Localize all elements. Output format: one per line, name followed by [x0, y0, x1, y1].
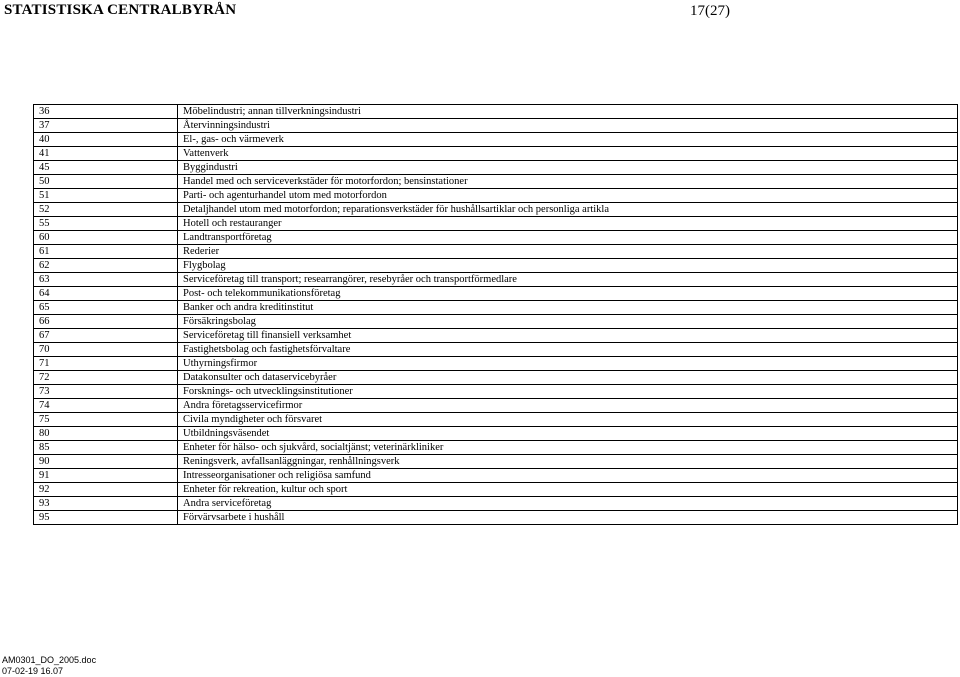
table-row [34, 357, 958, 371]
industry-description-cell: El-, gas- och värmeverk [178, 133, 958, 147]
table-row [34, 301, 958, 315]
industry-description-cell: Civila myndigheter och försvaret [178, 413, 958, 427]
table-row [34, 133, 958, 147]
industry-description-cell: Hotell och restauranger [178, 217, 958, 231]
industry-code-cell: 92 [34, 483, 178, 497]
industry-code-cell: 62 [34, 259, 178, 273]
industry-code-cell: 66 [34, 315, 178, 329]
industry-description-cell: Uthyrningsfirmor [178, 357, 958, 371]
industry-code-cell: 36 [34, 105, 178, 119]
table-row [34, 399, 958, 413]
industry-description-cell: Reningsverk, avfallsanläggningar, renhållningsverk [178, 455, 958, 469]
industry-description-cell: Byggindustri [178, 161, 958, 175]
table-row [34, 259, 958, 273]
industry-code-cell: 91 [34, 469, 178, 483]
industry-description-cell: Förvärvsarbete i hushåll [178, 511, 958, 525]
table-row [34, 203, 958, 217]
industry-code-cell: 67 [34, 329, 178, 343]
table-row [34, 343, 958, 357]
industry-code-cell: 63 [34, 273, 178, 287]
table-row [34, 105, 958, 119]
industry-code-cell: 50 [34, 175, 178, 189]
table-row [34, 231, 958, 245]
industry-description-cell: Forsknings- och utvecklingsinstitutioner [178, 385, 958, 399]
industry-code-cell: 85 [34, 441, 178, 455]
industry-code-cell: 61 [34, 245, 178, 259]
industry-code-cell: 41 [34, 147, 178, 161]
table-row [34, 511, 958, 525]
industry-description-cell: Serviceföretag till finansiell verksamhet [178, 329, 958, 343]
industry-code-cell: 80 [34, 427, 178, 441]
industry-code-cell: 51 [34, 189, 178, 203]
industry-description-cell: Post- och telekommunikationsföretag [178, 287, 958, 301]
industry-code-cell: 60 [34, 231, 178, 245]
industry-description-cell: Rederier [178, 245, 958, 259]
footer-timestamp: 07-02-19 16.07 [2, 666, 64, 676]
industry-description-cell: Intresseorganisationer och religiösa samfund [178, 469, 958, 483]
industry-code-table [33, 104, 958, 525]
industry-code-cell: 75 [34, 413, 178, 427]
table-row [34, 175, 958, 189]
industry-code-rows [34, 105, 958, 525]
industry-description-cell: Parti- och agenturhandel utom med motorfordon [178, 189, 958, 203]
industry-description-cell: Detaljhandel utom med motorfordon; reparationsverkstäder för hushållsartiklar och personliga artikla [178, 203, 958, 217]
industry-code-cell: 37 [34, 119, 178, 133]
industry-code-cell: 55 [34, 217, 178, 231]
industry-description-cell: Återvinningsindustri [178, 119, 958, 133]
industry-description-cell: Försäkringsbolag [178, 315, 958, 329]
industry-description-cell: Landtransportföretag [178, 231, 958, 245]
table-row [34, 483, 958, 497]
table-row [34, 385, 958, 399]
table-row [34, 217, 958, 231]
industry-description-cell: Andra serviceföretag [178, 497, 958, 511]
table-row [34, 413, 958, 427]
table-row [34, 189, 958, 203]
table-row [34, 273, 958, 287]
industry-description-cell: Vattenverk [178, 147, 958, 161]
industry-code-cell: 45 [34, 161, 178, 175]
industry-description-cell: Handel med och serviceverkstäder för motorfordon; bensinstationer [178, 175, 958, 189]
table-row [34, 427, 958, 441]
table-row [34, 469, 958, 483]
industry-description-cell: Flygbolag [178, 259, 958, 273]
industry-code-cell: 70 [34, 343, 178, 357]
table-row [34, 329, 958, 343]
industry-code-cell: 73 [34, 385, 178, 399]
industry-code-cell: 90 [34, 455, 178, 469]
industry-code-cell: 65 [34, 301, 178, 315]
industry-description-cell: Andra företagsservicefirmor [178, 399, 958, 413]
industry-code-cell: 93 [34, 497, 178, 511]
table-row [34, 455, 958, 469]
industry-description-cell: Serviceföretag till transport; researrangörer, resebyråer och transportförmedlare [178, 273, 958, 287]
industry-code-cell: 74 [34, 399, 178, 413]
table-row [34, 161, 958, 175]
industry-code-cell: 64 [34, 287, 178, 301]
table-row [34, 497, 958, 511]
industry-code-cell: 71 [34, 357, 178, 371]
industry-description-cell: Banker och andra kreditinstitut [178, 301, 958, 315]
industry-description-cell: Datakonsulter och dataservicebyråer [178, 371, 958, 385]
table-row [34, 441, 958, 455]
footer-filename: AM0301_DO_2005.doc [2, 655, 97, 665]
industry-description-cell: Möbelindustri; annan tillverkningsindustri [178, 105, 958, 119]
document-footer [2, 655, 96, 677]
table-row [34, 371, 958, 385]
industry-code-cell: 95 [34, 511, 178, 525]
table-row [34, 245, 958, 259]
industry-description-cell: Fastighetsbolag och fastighetsförvaltare [178, 343, 958, 357]
industry-code-cell: 52 [34, 203, 178, 217]
table-row [34, 119, 958, 133]
industry-code-cell: 72 [34, 371, 178, 385]
table-row [34, 287, 958, 301]
table-row [34, 147, 958, 161]
page-number: 17(27) [690, 3, 730, 19]
industry-description-cell: Enheter för rekreation, kultur och sport [178, 483, 958, 497]
industry-code-cell: 40 [34, 133, 178, 147]
industry-description-cell: Enheter för hälso- och sjukvård, socialtjänst; veterinärkliniker [178, 441, 958, 455]
table-row [34, 315, 958, 329]
organization-title: STATISTISKA CENTRALBYRÅN [4, 2, 237, 18]
industry-description-cell: Utbildningsväsendet [178, 427, 958, 441]
